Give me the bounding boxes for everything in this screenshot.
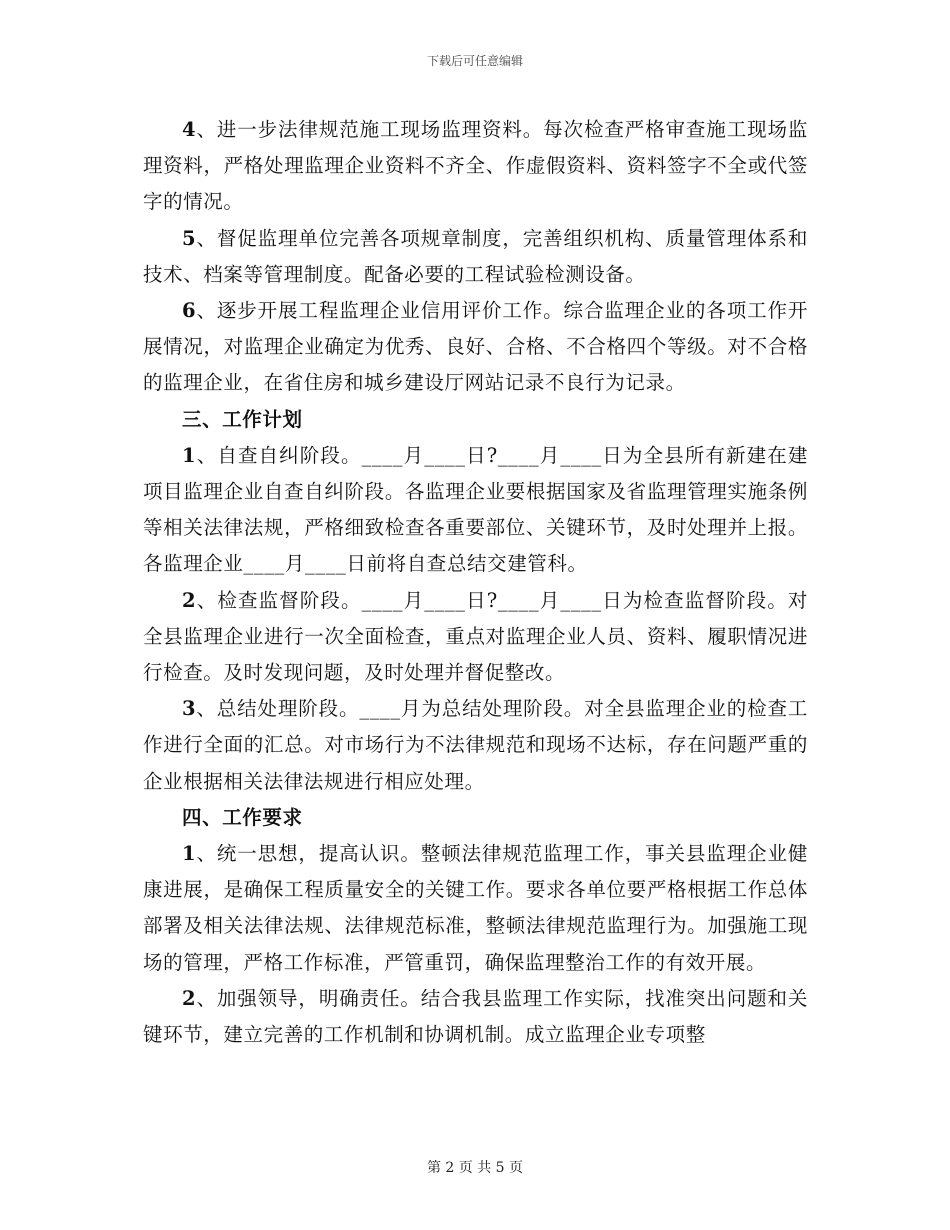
paragraph-plan-2 (143, 583, 808, 692)
paragraph-text: 、总结处理阶段。____月为总结处理阶段。对全县监理企业的检查工作进行全面的汇总。对市场行为不法律规范和现场不达标，存在问题严重的企业根据相关法律法规进行相应处理。 (143, 697, 808, 793)
item-number: 2 (182, 986, 197, 1010)
item-number: 5 (182, 226, 197, 250)
item-number: 4 (182, 118, 197, 141)
paragraph-text: 、自查自纠阶段。____月____日?____月____日为全县所有新建在建项目监理企业自查自纠阶段。各监理企业要根据国家及省监理管理实施条例等相关法律法规，严格细致检查各重要部位、关键环节，及时处理并上报。各监理企业____月____日前将自查总结交建管科。 (143, 443, 808, 576)
item-number: 2 (182, 588, 197, 612)
document-body (143, 112, 808, 1053)
paragraph-requirement-2 (143, 981, 808, 1053)
paragraph-text: 、督促监理单位完善各项规章制度，完善组织机构、质量管理体系和技术、档案等管理制度。配备必要的工程试验检测设备。 (143, 226, 808, 286)
paragraph-plan-1 (143, 438, 808, 583)
paragraph-plan-3 (143, 691, 808, 800)
paragraph-text: 、检查监督阶段。____月____日?____月____日为检查监督阶段。对全县监理企业进行一次全面检查，重点对监理企业人员、资料、履职情况进行检查。及时发现问题，及时处理并督促整改。 (143, 588, 808, 685)
item-number: 1 (182, 842, 197, 866)
section-heading-work-plan: 三、工作计划 (182, 407, 303, 431)
paragraph-item-4 (143, 112, 808, 221)
paragraph-text: 、进一步法律规范施工现场监理资料。每次检查严格审查施工现场监理资料，严格处理监理企业资料不齐全、作虚假资料、资料签字不全或代签字的情况。 (143, 118, 808, 214)
paragraph-item-5 (143, 221, 808, 293)
item-number: 3 (182, 697, 197, 721)
page-header-note: 下载后可任意编辑 (426, 54, 523, 68)
paragraph-item-6 (143, 293, 808, 402)
paragraph-text: 、加强领导，明确责任。结合我县监理工作实际，找准突出问题和关键环节，建立完善的工作机制和协调机制。成立监理企业专项整 (143, 986, 808, 1047)
item-number: 1 (182, 443, 197, 467)
paragraph-text: 、统一思想，提高认识。整顿法律规范监理工作，事关县监理企业健康进展，是确保工程质量安全的关键工作。要求各单位要严格根据工作总体部署及相关法律法规、法律规范标准，整顿法律规范监理行为。加强施工现场的管理，严格工作标准，严管重罚，确保监理整治工作的有效开展。 (143, 842, 808, 974)
paragraph-text: 、逐步开展工程监理企业信用评价工作。综合监理企业的各项工作开展情况，对监理企业确定为优秀、良好、合格、不合格四个等级。对不合格的监理企业，在省住房和城乡建设厅网站记录不良行为记录。 (143, 299, 808, 395)
paragraph-requirement-1 (143, 836, 808, 981)
section-heading-work-requirements: 四、工作要求 (182, 805, 303, 829)
item-number: 6 (182, 299, 197, 323)
page-number-footer: 第 2 页 共 5 页 (426, 1160, 524, 1176)
